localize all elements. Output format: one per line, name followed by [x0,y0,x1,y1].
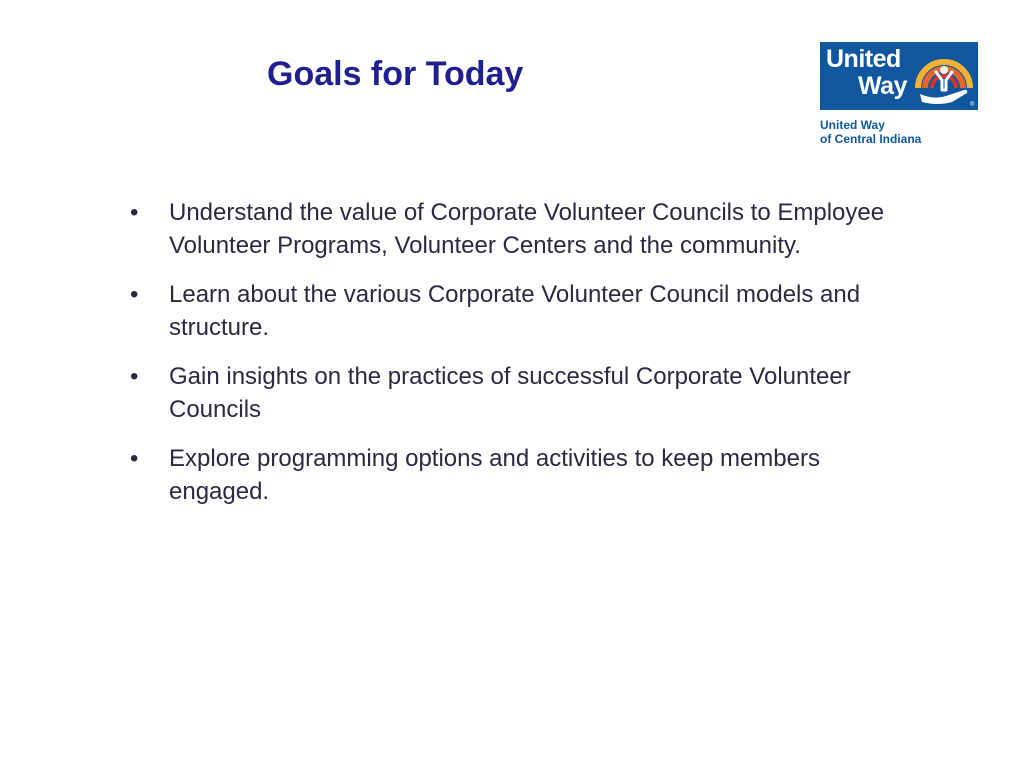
logo-badge [820,42,978,110]
registered-mark: ® [970,102,975,108]
bullet-text: Explore programming options and activities to keep members engaged. [169,445,820,505]
bullet-symbol: • [130,445,139,472]
bullet-item [130,360,920,426]
bullet-symbol: • [130,363,139,390]
logo-caption [820,118,980,146]
bullet-text: Learn about the various Corporate Volunteer Council models and structure. [169,281,861,341]
bullet-text: Understand the value of Corporate Volunteer Councils to Employee Volunteer Programs, Volunteer Centers and the community. [169,199,885,259]
bullet-item [130,196,920,262]
bullet-item [130,278,920,344]
logo-wordmark-line2: Way [858,72,907,100]
united-way-logo [820,42,980,146]
logo-wordmark-line1: United [826,45,901,73]
goals-bullet-list [130,196,920,524]
slide-title: Goals for Today [267,55,524,93]
bullet-symbol: • [130,281,139,308]
bullet-symbol: • [130,199,139,226]
logo-caption-line1: United Way [820,118,885,132]
logo-caption-line2: of Central Indiana [820,132,922,146]
logo-wordmark [826,46,907,100]
bullet-text: Gain insights on the practices of successful Corporate Volunteer Councils [169,363,851,423]
rainbow-hand-person-icon [912,44,976,108]
bullet-item [130,442,920,508]
